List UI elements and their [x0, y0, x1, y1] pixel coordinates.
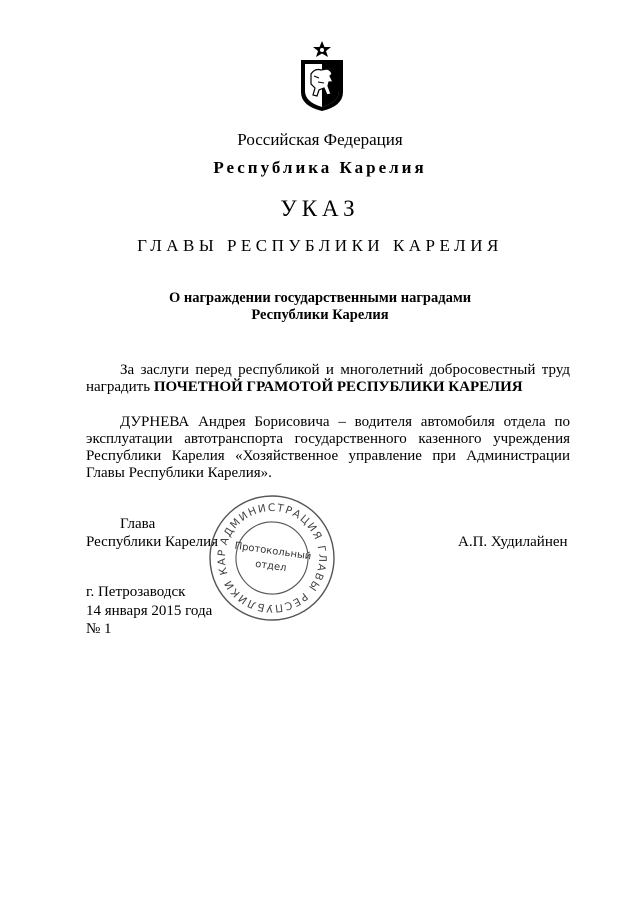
karelia-coat-of-arms-icon: [297, 40, 347, 112]
place-of-signing: г. Петрозаводск: [86, 584, 186, 600]
document-type: УКАЗ: [280, 196, 360, 221]
stamp-inner-line-1: Протокольный: [233, 540, 312, 563]
awardee-text: ДУРНЕВА Андрея Борисовича – водителя автомобиля отдела по эксплуатации автотранспорта государственного казенного учреждения Республики Карелия «Хозяйственное управление при Администрации Главы Республики Карелия».: [86, 414, 570, 481]
stamp-inner-line-2: отдел: [254, 558, 288, 575]
decree-number: № 1: [86, 621, 112, 637]
award-text: За заслуги перед республикой и многолетний добросовестный труд наградить: [86, 362, 570, 395]
subject-line-2: Республики Карелия: [251, 307, 389, 323]
decree-subject: [0, 290, 640, 324]
subject-line-1: О награждении государственными наградами: [168, 290, 472, 306]
award-name: ПОЧЕТНОЙ ГРАМОТОЙ РЕСПУБЛИКИ КАРЕЛИЯ: [153, 379, 523, 395]
official-stamp: [206, 492, 338, 624]
stamp-outer-text: АДМИНИСТРАЦИЯ ГЛАВЫ РЕСПУБЛИКИ КАРЕЛИЯ: [215, 501, 329, 615]
award-paragraph: [86, 362, 570, 396]
signatory-name: А.П. Худилайнен: [458, 534, 568, 550]
signatory-title: Глава: [120, 516, 156, 532]
awardee-paragraph: [86, 414, 570, 482]
issuer-title: ГЛАВЫ РЕСПУБЛИКИ КАРЕЛИЯ: [137, 236, 503, 255]
republic-name: Республика Карелия: [213, 158, 427, 177]
date-of-signing: 14 января 2015 года: [86, 603, 213, 619]
country-name: Российская Федерация: [237, 130, 403, 149]
signatory-republic: Республики Карелия: [86, 534, 219, 550]
